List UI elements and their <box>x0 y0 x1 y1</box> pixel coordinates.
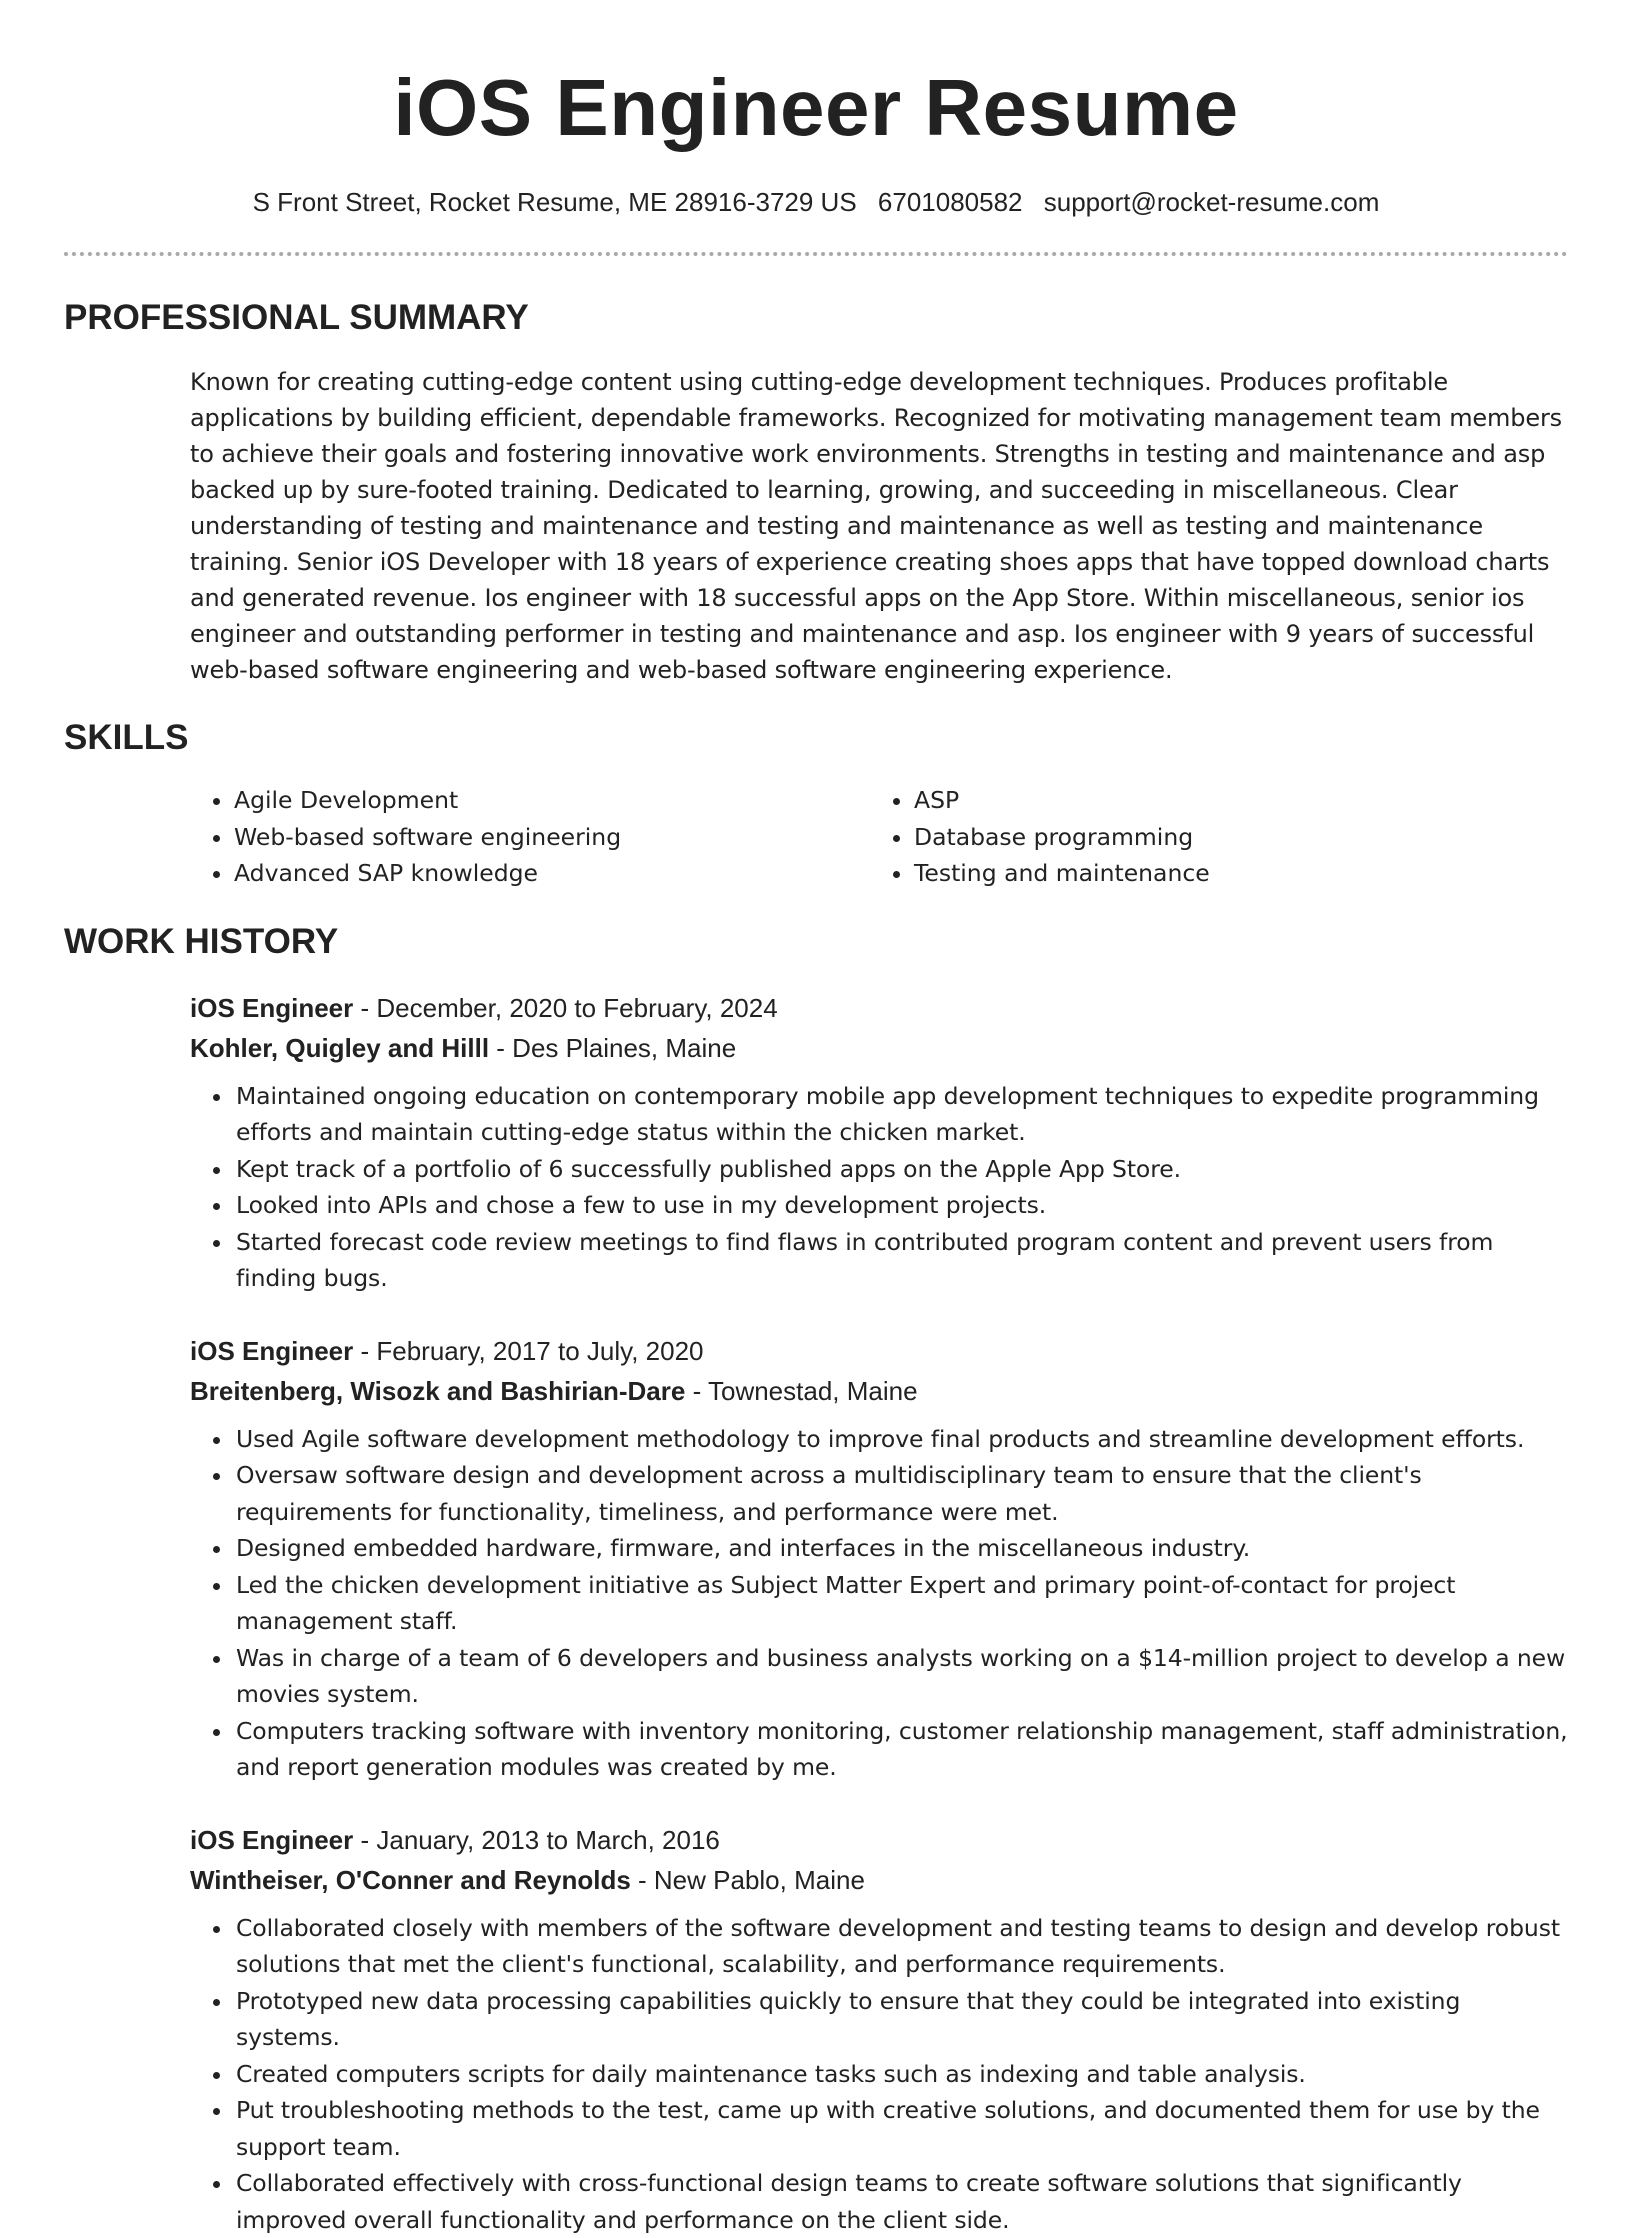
job-company-line <box>190 1860 1568 1900</box>
skills-section <box>64 716 1568 892</box>
job-bullet: • Collaborated closely with members of the software development and testing teams to design and develop robust solutions that met the client's functional, scalability, and performance requirements. <box>234 1910 1568 1983</box>
header-divider <box>64 252 1568 256</box>
job-bullet: • Led the chicken development initiative as Subject Matter Expert and primary point-of-contact for project management staff. <box>234 1567 1568 1640</box>
job-company: Breitenberg, Wisozk and Bashirian-Dare <box>190 1376 685 1406</box>
contact-email: support@rocket-resume.com <box>1044 187 1380 217</box>
job-company-line <box>190 1028 1568 1068</box>
job-location: - Des Plaines, Maine <box>489 1033 736 1063</box>
job-bullet: • Put troubleshooting methods to the test, came up with creative solutions, and documented them for use by the support team. <box>234 2092 1568 2165</box>
job-title-line <box>190 988 1568 1028</box>
professional-summary-text: Known for creating cutting-edge content using cutting-edge development techniques. Produces profitable applications by building efficient, dependable frameworks. Recognized for motivating management team members to achieve their goals and fostering innovative work environments. Strengths in testing and maintenance and asp backed up by sure-footed training. Dedicated to learning, growing, and succeeding in miscellaneous. Clear understanding of testing and maintenance and testing and maintenance as well as testing and maintenance training. Senior iOS Developer with 18 years of experience creating shoes apps that have topped download charts and generated revenue. Ios engineer with 18 successful apps on the App Store. Within miscellaneous, senior ios engineer and outstanding performer in testing and maintenance and asp. Ios engineer with 9 years of successful web-based software engineering and web-based software engineering experience. <box>190 364 1568 688</box>
job-entry <box>190 1331 1568 1786</box>
job-entry <box>190 1820 1568 2238</box>
job-bullet: • Kept track of a portfolio of 6 successfully published apps on the Apple App Store. <box>234 1151 1568 1188</box>
job-bullet: • Looked into APIs and chose a few to use in my development projects. <box>234 1187 1568 1224</box>
contact-phone: 6701080582 <box>878 187 1023 217</box>
job-bullets <box>190 1078 1568 1297</box>
job-dates: - February, 2017 to July, 2020 <box>353 1336 703 1366</box>
job-location: - New Pablo, Maine <box>631 1865 865 1895</box>
skill-item: • Web-based software engineering <box>234 819 870 856</box>
job-company: Kohler, Quigley and Hilll <box>190 1033 489 1063</box>
skills-heading: SKILLS <box>64 716 1568 760</box>
work-history-section <box>64 920 1568 2238</box>
job-bullet: • Maintained ongoing education on contemporary mobile app development techniques to expedite programming efforts and maintain cutting-edge status within the chicken market. <box>234 1078 1568 1151</box>
job-bullet: • Prototyped new data processing capabilities quickly to ensure that they could be integrated into existing systems. <box>234 1983 1568 2056</box>
resume-title: iOS Engineer Resume <box>64 0 1568 158</box>
job-bullets <box>190 1910 1568 2238</box>
contact-line <box>64 184 1568 220</box>
job-title: iOS Engineer <box>190 993 353 1023</box>
job-bullet: • Collaborated effectively with cross-functional design teams to create software solutions that significantly improved overall functionality and performance on the client side. <box>234 2165 1568 2238</box>
job-company-line <box>190 1371 1568 1411</box>
job-title: iOS Engineer <box>190 1336 353 1366</box>
skills-column-right <box>870 782 1568 892</box>
contact-address: S Front Street, Rocket Resume, ME 28916-3729 US <box>253 187 857 217</box>
skill-item: • Advanced SAP knowledge <box>234 855 870 892</box>
job-bullet: • Was in charge of a team of 6 developers and business analysts working on a $14-million project to develop a new movies system. <box>234 1640 1568 1713</box>
job-location: - Townestad, Maine <box>685 1376 917 1406</box>
skill-item: • Testing and maintenance <box>914 855 1568 892</box>
job-bullet: • Designed embedded hardware, firmware, and interfaces in the miscellaneous industry. <box>234 1530 1568 1567</box>
job-company: Wintheiser, O'Conner and Reynolds <box>190 1865 631 1895</box>
job-title: iOS Engineer <box>190 1825 353 1855</box>
skill-item: • ASP <box>914 782 1568 819</box>
job-bullets <box>190 1421 1568 1786</box>
job-title-line <box>190 1331 1568 1371</box>
job-bullet: • Used Agile software development methodology to improve final products and streamline development efforts. <box>234 1421 1568 1458</box>
job-bullet: • Started forecast code review meetings to find flaws in contributed program content and prevent users from finding bugs. <box>234 1224 1568 1297</box>
professional-summary-heading: PROFESSIONAL SUMMARY <box>64 296 1568 340</box>
skills-list <box>190 782 1568 892</box>
skill-item: • Agile Development <box>234 782 870 819</box>
job-entry <box>190 988 1568 1297</box>
work-history-heading: WORK HISTORY <box>64 920 1568 964</box>
job-bullet: • Oversaw software design and development across a multidisciplinary team to ensure that the client's requirements for functionality, timeliness, and performance were met. <box>234 1457 1568 1530</box>
job-bullet: • Computers tracking software with inventory monitoring, customer relationship management, staff administration, and report generation modules was created by me. <box>234 1713 1568 1786</box>
job-title-line <box>190 1820 1568 1860</box>
job-bullet: • Created computers scripts for daily maintenance tasks such as indexing and table analysis. <box>234 2056 1568 2093</box>
job-dates: - December, 2020 to February, 2024 <box>353 993 777 1023</box>
skill-item: • Database programming <box>914 819 1568 856</box>
job-dates: - January, 2013 to March, 2016 <box>353 1825 720 1855</box>
professional-summary-section <box>64 296 1568 688</box>
skills-column-left <box>190 782 870 892</box>
